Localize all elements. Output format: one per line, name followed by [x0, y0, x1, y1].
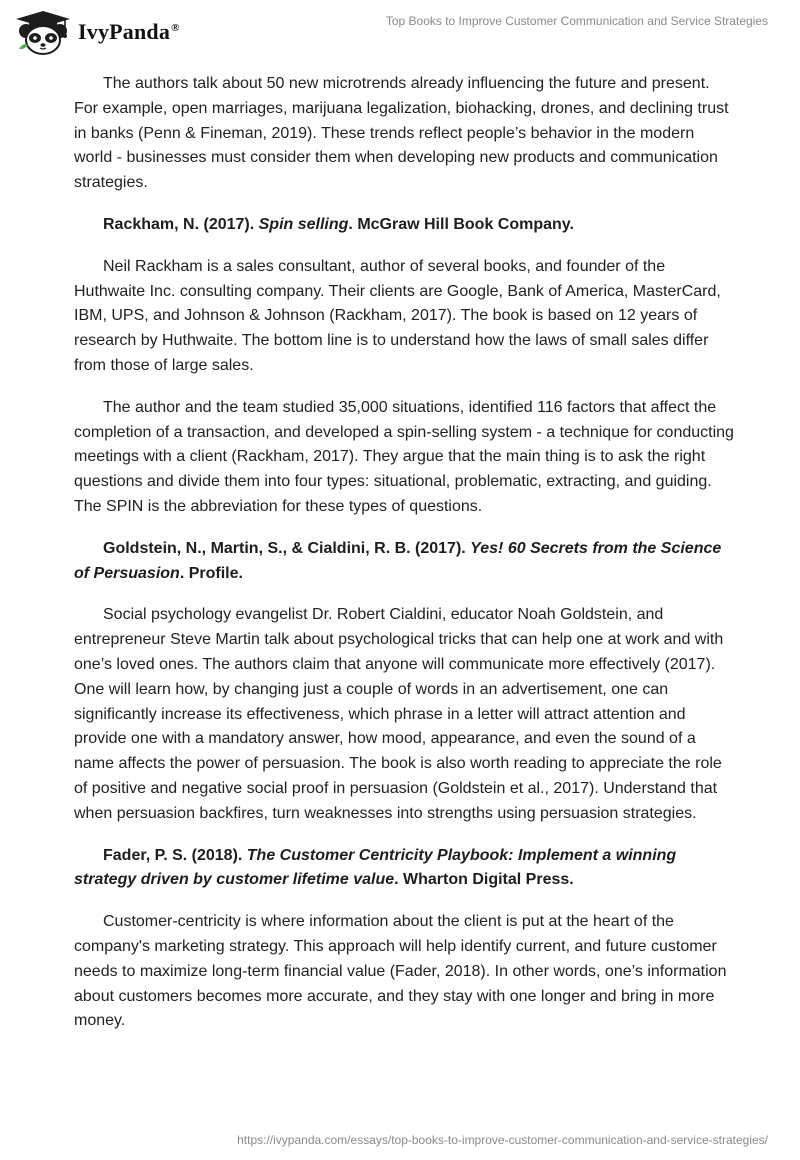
- essay-body: [74, 72, 734, 1051]
- book-title: The Customer Centricity Playbook: Implement a winning strategy driven by customer lifetime value: [74, 846, 677, 889]
- reference-authors: Rackham, N. (2017).: [103, 215, 259, 233]
- reference-publisher: . McGraw Hill Book Company.: [348, 215, 574, 233]
- panda-graduate-icon: [14, 9, 72, 55]
- paragraph: Customer-centricity is where information about the client is put at the heart of the company's marketing strategy. This approach will help identify current, and future customer needs to maximize long-term financial value (Fader, 2018). In other words, one’s information about customers becomes more accurate, and they stay with one longer and bring in more money.: [74, 913, 727, 1030]
- paragraph: The authors talk about 50 new microtrends already influencing the future and present. For example, open marriages, marijuana legalization, biohacking, drones, and declining trust in banks (Penn & Fineman, 2019). These trends reflect people’s behavior in the modern world - businesses must consider them when developing new products and communication strategies.: [74, 75, 729, 192]
- paragraph: The author and the team studied 35,000 situations, identified 116 factors that affect the completion of a transaction, and developed a spin-selling system - a technique for conducting meetings with a client (Rackham, 2017). They argue that the main thing is to ask the right questions and divide them into four types: situational, problematic, extracting, and guiding. The SPIN is the abbreviation for these types of questions.: [74, 398, 734, 515]
- book-title: Spin selling: [258, 215, 349, 233]
- book-reference: [74, 213, 734, 238]
- reference-authors: Goldstein, N., Martin, S., & Cialdini, R. B. (2017).: [103, 539, 471, 557]
- book-reference: [74, 537, 734, 587]
- book-reference: [74, 844, 734, 894]
- registered-mark: ®: [171, 21, 180, 34]
- reference-publisher: . Profile.: [179, 564, 243, 582]
- site-logo[interactable]: [14, 8, 180, 56]
- reference-authors: Fader, P. S. (2018).: [103, 846, 247, 864]
- page-header: [0, 0, 800, 70]
- document-title: Top Books to Improve Customer Communication and Service Strategies: [385, 14, 768, 28]
- reference-publisher: . Wharton Digital Press.: [394, 871, 574, 889]
- paragraph: Neil Rackham is a sales consultant, author of several books, and founder of the Huthwaite Inc. consulting company. Their clients are Google, Bank of America, MasterCard, IBM, UPS, and Johnson & Johnson (Rackham, 2017). The book is based on 12 years of research by Huthwaite. The bottom line is to understand how the laws of small sales differ from those of large sales.: [74, 257, 721, 374]
- source-url[interactable]: https://ivypanda.com/essays/top-books-to-improve-customer-communication-and-service-strategies/: [237, 1133, 768, 1147]
- book-title: Yes! 60 Secrets from the Science of Persuasion: [74, 539, 722, 582]
- paragraph: Social psychology evangelist Dr. Robert Cialdini, educator Noah Goldstein, and entrepreneur Steve Martin talk about psychological tricks that can help one at work and with one’s loved ones. The authors claim that anyone will communicate more effectively (2017). One will learn how, by changing just a couple of words in an advertisement, one can significantly increase its effectiveness, which phrase in a letter will attract attention and provide one with a mandatory answer, how mood, appearance, and even the sound of a name affects the power of persuasion. The book is also worth reading to appreciate the role of positive and negative social proof in persuasion (Goldstein et al., 2017). Understand that when persuasion backfires, turn weaknesses into strengths using persuasion strategies.: [74, 606, 724, 822]
- logo-text: IvyPanda®: [78, 19, 180, 44]
